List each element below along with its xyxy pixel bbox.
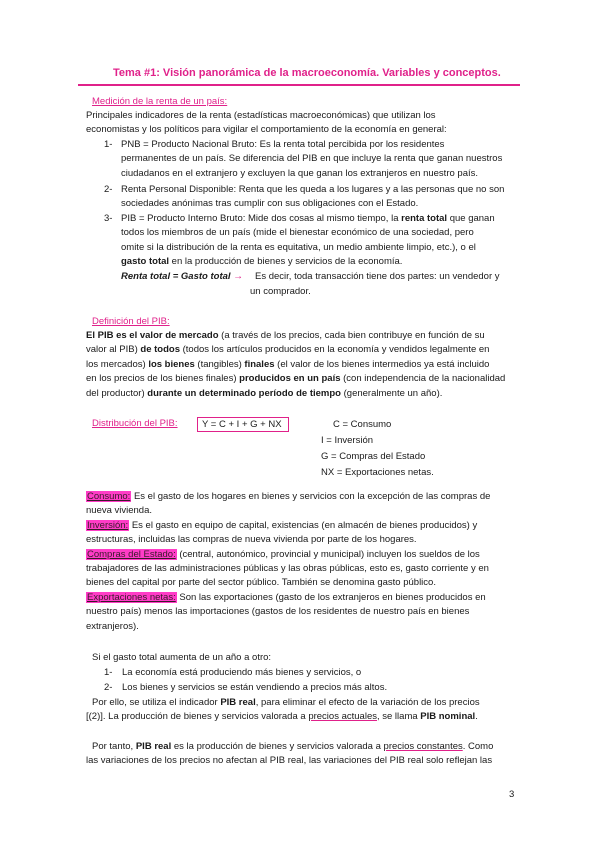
text-span: es la producción de bienes y servicios valorada a	[171, 741, 384, 752]
text-line: trabajadores de las administraciones públicas y las obras públicas, esto es, gasto corriente y en	[86, 563, 489, 575]
text-line: Principales indicadores de la renta (estadísticas macroeconómicas) que utilizan los	[86, 110, 436, 121]
text-span: Es el gasto de los hogares en bienes y servicios con la excepción de las compras de	[131, 491, 491, 502]
medicion-heading: Medición de la renta de un país:	[92, 96, 228, 107]
text-span: que ganan	[447, 213, 495, 224]
text-line	[86, 358, 514, 372]
text-span: .	[475, 711, 478, 723]
text-line: las variaciones de los precios no afectan al PIB real, las variaciones del PIB real solo reflejan las	[86, 755, 493, 767]
page-number: 3	[509, 789, 515, 800]
text-line: Es decir, toda transacción tiene dos partes: un vendedor y	[255, 271, 500, 282]
text-span: (todos los artículos producidos en la economía y vendidos legalmente en	[179, 344, 490, 356]
text-line: bienes del capital por parte del sector público. También se denomina gasto público.	[86, 577, 436, 589]
legend-item: G = Compras del Estado	[321, 451, 426, 462]
list-number: 1-	[104, 667, 113, 678]
componentes-block	[86, 490, 514, 634]
bold-term: durante un determinado período de tiempo	[147, 387, 341, 399]
distribucion-heading: Distribución del PIB:	[92, 418, 178, 429]
distribucion-formula-wrap	[197, 417, 289, 432]
bold-term: producidos en un país	[239, 373, 341, 385]
list-item-pib	[121, 212, 513, 270]
text-span: . Como	[462, 741, 494, 752]
list-item-pnb	[121, 138, 513, 181]
text-line: extranjeros).	[86, 620, 139, 632]
distribucion-section	[92, 417, 178, 431]
legend-item: I = Inversión	[321, 435, 374, 446]
distribucion-legend	[321, 417, 434, 481]
text-span: del productor)	[86, 387, 148, 399]
exportaciones-label: Exportaciones netas:	[87, 591, 176, 603]
page-title: Tema #1: Visión panorámica de la macroeconomía. Variables y conceptos.	[113, 67, 501, 79]
inversion-label: Inversión:	[87, 519, 129, 531]
text-span: (el valor de los bienes intermedios ya está incluido	[274, 358, 490, 370]
text-line: todos los miembros de un país (mide el bienestar económico de una sociedad, pero	[121, 227, 474, 239]
text-line: Renta Personal Disponible: Renta que les queda a los lugares y a las personas que no son	[121, 184, 505, 195]
bold-term: finales	[244, 358, 275, 370]
text-line	[86, 490, 514, 504]
text-line	[86, 329, 514, 343]
gasto-item: La economía está produciendo más bienes y servicios, o	[122, 667, 362, 678]
text-span: Por ello, se utiliza el indicador	[92, 697, 221, 708]
bold-term: PIB nominal	[420, 711, 476, 723]
consumo-label: Consumo:	[87, 491, 131, 502]
definicion-paragraph	[86, 329, 514, 401]
text-span: Son las exportaciones (gasto de los extranjeros en bienes producidos en	[176, 591, 486, 603]
text-line: sociedades anónimas tras cumplir con sus obligaciones con el Estado.	[121, 198, 419, 210]
list-number: 2-	[104, 184, 113, 195]
bold-term: PIB real	[220, 697, 256, 708]
text-line	[86, 519, 514, 533]
bold-term: los bienes	[148, 358, 195, 370]
compras-label: Compras del Estado:	[87, 548, 176, 560]
text-line	[121, 212, 513, 226]
bold-term: El PIB es el valor de mercado	[86, 330, 219, 341]
text-line	[86, 740, 514, 754]
title-underline	[78, 84, 520, 86]
text-span: (tangibles)	[194, 358, 245, 370]
list-number: 3-	[104, 213, 113, 224]
list-item-renta	[121, 183, 513, 212]
text-span: los mercados)	[86, 358, 149, 370]
text-span: PIB = Producto Interno Bruto: Mide dos cosas al mismo tiempo, la	[121, 213, 402, 224]
text-span: (a través de los precios, cada bien contribuye en función de su	[218, 330, 485, 341]
text-span: (con independencia de la nacionalidad	[340, 373, 506, 385]
final-paragraph	[86, 740, 514, 769]
gasto-paragraph	[86, 696, 514, 725]
text-span: valor al PIB)	[86, 344, 141, 356]
text-line	[121, 255, 513, 269]
text-line	[86, 591, 514, 605]
bold-term: renta total	[401, 213, 448, 224]
definicion-section	[92, 315, 170, 329]
text-line	[86, 696, 514, 710]
text-span: , se llama	[376, 711, 421, 723]
renta-gasto-formula: Renta total = Gasto total	[121, 271, 231, 282]
formula-note	[255, 270, 525, 284]
text-line	[86, 372, 514, 386]
text-span: en la producción de bienes y servicios de la economía.	[169, 256, 403, 268]
text-span: en los precios de los bienes finales)	[86, 373, 240, 385]
gasto-intro: Si el gasto total aumenta de un año a otro:	[92, 652, 272, 663]
text-line: estructuras, incluidas las compras de nueva vivienda por parte de los hogares.	[86, 534, 417, 546]
text-span: (generalmente un año).	[340, 387, 443, 399]
formula-note-cont: un comprador.	[250, 286, 311, 297]
text-line: nuestro país) menos las importaciones (gastos de los residentes de nuestro país en bienes	[86, 606, 470, 618]
pib-formula-box: Y = C + I + G + NX	[197, 417, 289, 432]
text-line	[86, 343, 514, 357]
text-line: economistas y los políticos para vigilar el comportamiento de la economía en general:	[86, 124, 447, 136]
gasto-item: Los bienes y servicios se están vendiendo a precios más altos.	[122, 682, 388, 693]
text-line	[86, 387, 514, 401]
text-span: Es el gasto en equipo de capital, existencias (en almacén de bienes producidos) y	[129, 519, 478, 531]
text-span: (central, autonómico, provincial y municipal) incluyen los sueldos de los	[176, 548, 480, 560]
text-span: , para eliminar el efecto de la variación de los precios	[255, 697, 480, 708]
text-line	[86, 548, 514, 562]
text-line: ciudadanos en el extranjero y excluyen la que ganan los extranjeros en nuestro país.	[121, 167, 479, 179]
bold-term: gasto total	[121, 256, 170, 268]
bold-term: de todos	[140, 344, 180, 356]
legend-item: NX = Exportaciones netas.	[321, 467, 434, 478]
arrow-right-icon: →	[233, 271, 244, 282]
text-line: permanentes de un país. Se diferencia del PIB en que incluye la renta que ganan nuestros	[121, 153, 503, 165]
text-line: nueva vivienda.	[86, 505, 153, 517]
text-line: omite si la distribución de la renta es equitativa, un medio ambiente limpio, etc.), o el	[121, 241, 476, 253]
medicion-section	[92, 95, 227, 109]
list-number: 2-	[104, 682, 113, 693]
bold-term: PIB real	[135, 741, 172, 752]
formula-line	[121, 270, 243, 284]
text-line	[86, 710, 514, 724]
medicion-intro	[86, 109, 512, 138]
legend-item: C = Consumo	[333, 419, 392, 430]
text-span: [(2)]. La producción de bienes y servicios valorada a	[86, 711, 309, 723]
text-span: Por tanto,	[92, 741, 136, 752]
text-line: PNB = Producto Nacional Bruto: Es la renta total percibida por los residentes	[121, 139, 445, 150]
underlined-term: precios constantes	[383, 741, 463, 752]
definicion-heading: Definición del PIB:	[92, 316, 170, 327]
underlined-term: precios actuales	[308, 711, 377, 723]
list-number: 1-	[104, 139, 113, 150]
